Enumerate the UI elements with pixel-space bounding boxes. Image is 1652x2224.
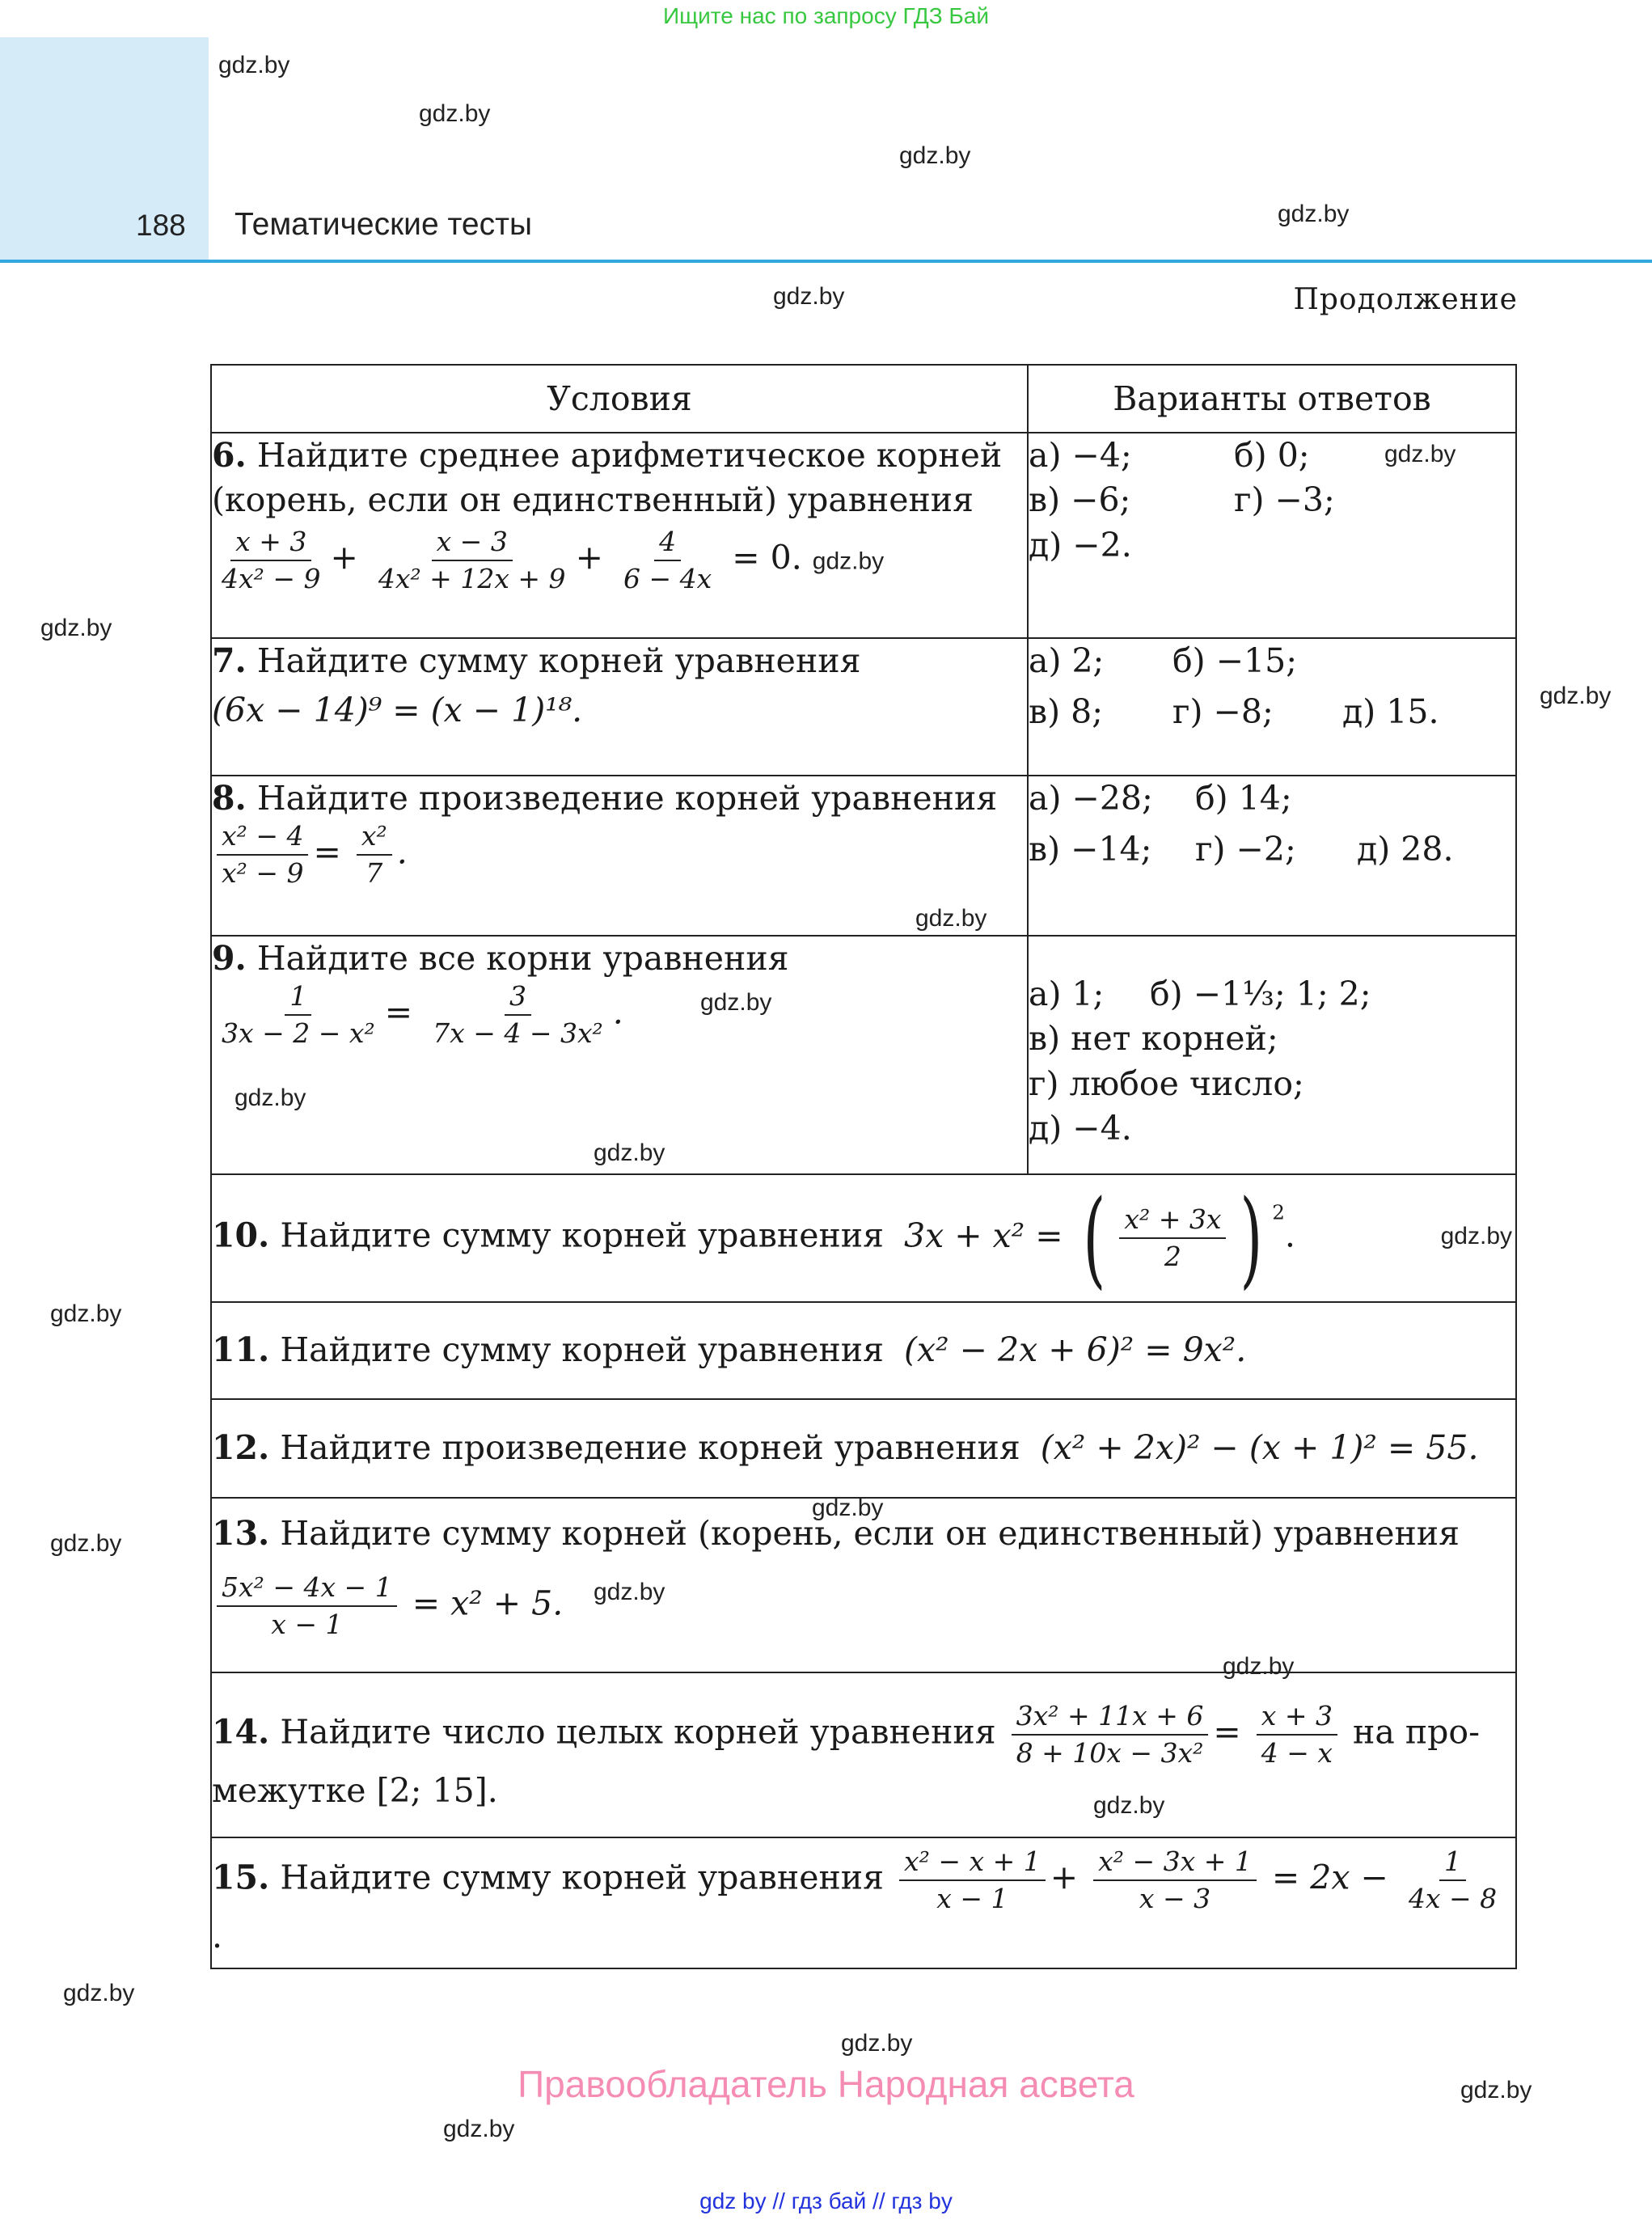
question-number: 8. [212,779,247,818]
question-text: Найдите среднее арифметическое корней (корень, если он единственный) уравнения [212,436,1003,520]
watermark: gdz.by [841,2030,913,2057]
equation: (x² − 2x + 6)² = 9x². [904,1330,1247,1370]
watermark: gdz.by [40,615,112,641]
fraction [217,821,308,889]
fraction [1012,1701,1209,1769]
fraction [217,1572,397,1640]
numerator: 1 [285,981,311,1016]
watermark: gdz.by [50,1530,122,1557]
table-header-row [211,365,1516,433]
table-row [211,776,1516,936]
tests-table [210,364,1517,1969]
watermark: gdz.by [234,1085,306,1111]
denominator: 8 + 10x − 3x² [1016,1736,1204,1769]
answer-option: б) 0; [1234,436,1310,475]
question-number: 11. [212,1330,270,1370]
table-row [211,1399,1516,1498]
question-15: 15. Найдите сумму корней уравнения $\frac{\text{x² − x + 1}}{x - 1}$ + $\frac{\text{x² − 3x + 1}}{x - 3}$ = 2x − $\frac{1}{4x - 8}$ . [211,1837,1516,1968]
watermark: gdz.by [773,283,845,310]
numerator: x − 3 [432,526,513,561]
numerator: 4 [654,526,681,561]
question-number: 12. [212,1428,270,1468]
question-6 [211,433,1028,638]
question-text: Найдите сумму корней уравнения [280,1216,884,1255]
denominator: 6 − 4x [623,562,712,594]
denominator: 4x² + 12x + 9 [378,562,566,594]
table-row [211,1174,1516,1302]
fraction [428,981,608,1049]
answer-option: г) −2; [1195,830,1296,869]
question-text: Найдите сумму корней уравнения [256,641,861,680]
denominator: 7 [365,857,383,890]
watermark: gdz.by [594,1579,665,1605]
answers-8 [1028,776,1516,936]
answers-9 [1028,936,1516,1174]
question-text: Найдите все корни уравнения [256,939,789,978]
table-row [211,1498,1516,1672]
question-13 [211,1495,1516,1680]
denominator: x − 1 [936,1883,1008,1915]
watermark: gdz.by [915,905,987,932]
answer-option: а) 1; [1029,975,1105,1013]
watermark: gdz.by [218,52,290,78]
question-text: Найдите сумму корней (корень, если он единственный) уравнения [280,1514,1460,1553]
left-paren: ( [1083,1177,1105,1300]
answer-option: а) 2; [1029,641,1105,680]
numerator: x + 3 [230,526,311,561]
fraction [1404,1846,1502,1914]
section-title: Тематические тесты [234,207,533,242]
watermark: gdz.by [1540,683,1612,709]
fraction [899,1846,1046,1914]
question-text: Найдите число целых корней уравнения [280,1712,996,1752]
question-text-continued: на про- [1353,1712,1480,1752]
table-row [211,638,1516,776]
page-number: 188 [136,209,186,242]
continuation-label: Продолжение [1293,283,1518,316]
denominator: x − 1 [271,1609,343,1641]
equation-lhs: 3x + x² = [904,1216,1063,1255]
question-11 [211,1302,1516,1399]
table-row [211,936,1516,1174]
fraction [1257,1701,1337,1769]
watermark: gdz.by [50,1300,122,1327]
equation-tail: = 0. [732,538,802,577]
equation: $\frac{x + 3}{\text{4x² − 9}}$ + $\frac{x - 3}{\text{4x² + 12x + 9}}$ + $\frac{4}{6 - 4x}$ = 0. gdz.by [212,526,1027,594]
question-number: 6. [212,436,247,475]
fraction [1093,1846,1257,1914]
equation: (6x − 14)⁹ = (x − 1)¹⁸. [212,691,583,730]
answer-option: а) −4; [1029,436,1132,475]
answer-option: г) любое число; [1029,1063,1304,1103]
header-divider [0,260,1652,263]
table-row [211,433,1516,638]
equation: $\frac{\text{x² − 4}}{\text{x² − 9}}$ = $\frac{\text{x²}}{7}$ . [212,821,1027,889]
watermark: gdz.by [812,1495,884,1521]
equation: $\frac{1}{\text{3x − 2 − x²}}$ = $\frac{3}{\text{7x − 4 − 3x²}}$ . [212,981,1027,1049]
question-number: 7. [212,641,247,680]
denominator: 4x − 8 [1408,1883,1498,1915]
numerator: x² [357,821,392,856]
question-number: 9. [212,939,247,978]
question-12 [211,1399,1516,1498]
fraction [374,526,571,594]
answer-option: а) −28; [1029,779,1153,818]
equation: (x² + 2x)² − (x + 1)² = 55. [1040,1428,1479,1468]
watermark: gdz.by [1384,441,1456,467]
question-10: 10. Найдите сумму корней уравнения 3x + x² = ( $\frac{\text{x² + 3x}}{2}$ ) $^2$. gdz.by [211,1174,1516,1302]
question-text: Найдите сумму корней уравнения [280,1330,884,1370]
question-text: Найдите сумму корней уравнения [280,1858,884,1897]
question-text: Найдите произведение корней уравнения [280,1428,1020,1468]
fraction [619,526,716,594]
numerator: 3 [505,981,531,1016]
watermark: gdz.by [1278,201,1350,227]
copyright-notice: Правообладатель Народная асвета [518,2063,1134,2105]
numerator: 3x² + 11x + 6 [1012,1701,1209,1736]
equation-middle: = 2x − [1271,1858,1388,1897]
question-text-continued: межутке [2; 15]. [212,1770,498,1810]
answer-option: б) −15; [1172,641,1298,680]
answer-option: в) 8; [1029,692,1104,732]
answer-option: в) нет корней; [1029,1019,1278,1059]
answer-option: в) −6; [1029,480,1131,520]
question-line: 14. Найдите число целых корней уравнения $\frac{\text{3x² + 11x + 6}}{\text{8 + 10x − 3x²}}$ = $\frac{x + 3}{4 - x}$ на про- [212,1700,1480,1769]
fraction [217,981,380,1049]
watermark: gdz.by [63,1980,135,2006]
watermark: gdz.by [419,100,491,127]
fraction [217,526,325,594]
answer-option: г) −8; [1172,692,1274,732]
denominator: 3x − 2 − x² [222,1017,375,1050]
question-7 [211,638,1028,776]
denominator: 4x² − 9 [222,562,321,594]
answers-6 [1028,433,1516,638]
right-paren: ) [1240,1177,1263,1300]
top-search-banner[interactable]: Ищите нас по запросу ГДЗ Бай [662,3,990,28]
numerator: x² − 4 [217,821,308,856]
equation [212,1572,1515,1640]
answer-option: в) −14; [1029,830,1152,869]
answer-option: д) −4. [1029,1109,1132,1148]
question-8 [211,776,1028,936]
watermark: gdz.by [700,989,772,1016]
answer-option: г) −3; [1234,480,1335,520]
watermark: gdz.by [443,2116,515,2142]
header-answers: Варианты ответов [1028,365,1516,433]
watermark: gdz.by [1223,1653,1295,1680]
answer-option: б) 14; [1195,779,1292,818]
numerator: x² − x + 1 [899,1846,1046,1881]
equation-tail: = x² + 5. [412,1583,564,1623]
question-text: Найдите произведение корней уравнения [256,779,998,818]
watermark: gdz.by [1460,2077,1532,2103]
watermark: gdz.by [899,142,971,169]
question-number: 14. [212,1712,270,1752]
watermark: gdz.by [594,1139,665,1166]
fraction [357,821,392,889]
table-row [211,1837,1516,1968]
answer-option: б) −1⅓; 1; 2; [1150,975,1371,1013]
answer-option: д) 28. [1357,830,1454,869]
numerator: x + 3 [1257,1701,1337,1736]
watermark: gdz.by [1093,1792,1165,1819]
denominator: x² − 9 [222,857,304,890]
watermark: gdz.by [812,548,885,575]
answer-option: д) −2. [1029,525,1132,564]
footer-links[interactable]: gdz by // гдз бай // гдз by [699,2188,953,2213]
answers-7 [1028,638,1516,776]
numerator: x² + 3x [1119,1204,1226,1239]
fraction [1119,1204,1226,1272]
question-14 [211,1672,1516,1837]
watermark: gdz.by [1440,1223,1512,1249]
table-row [211,1302,1516,1399]
question-number: 10. [212,1216,270,1255]
numerator: 5x² − 4x − 1 [217,1572,397,1607]
table-row [211,1672,1516,1837]
numerator: 1 [1439,1846,1466,1881]
answer-option: д) 15. [1342,692,1439,732]
denominator: 2 [1164,1241,1181,1272]
question-9 [211,936,1028,1174]
question-number: 15. [212,1858,270,1897]
header-conditions: Условия [211,365,1028,433]
denominator: 7x − 4 − 3x² [433,1017,603,1050]
numerator: x² − 3x + 1 [1093,1846,1257,1881]
question-number: 13. [212,1514,270,1553]
denominator: x − 3 [1139,1883,1211,1915]
denominator: 4 − x [1261,1736,1333,1769]
